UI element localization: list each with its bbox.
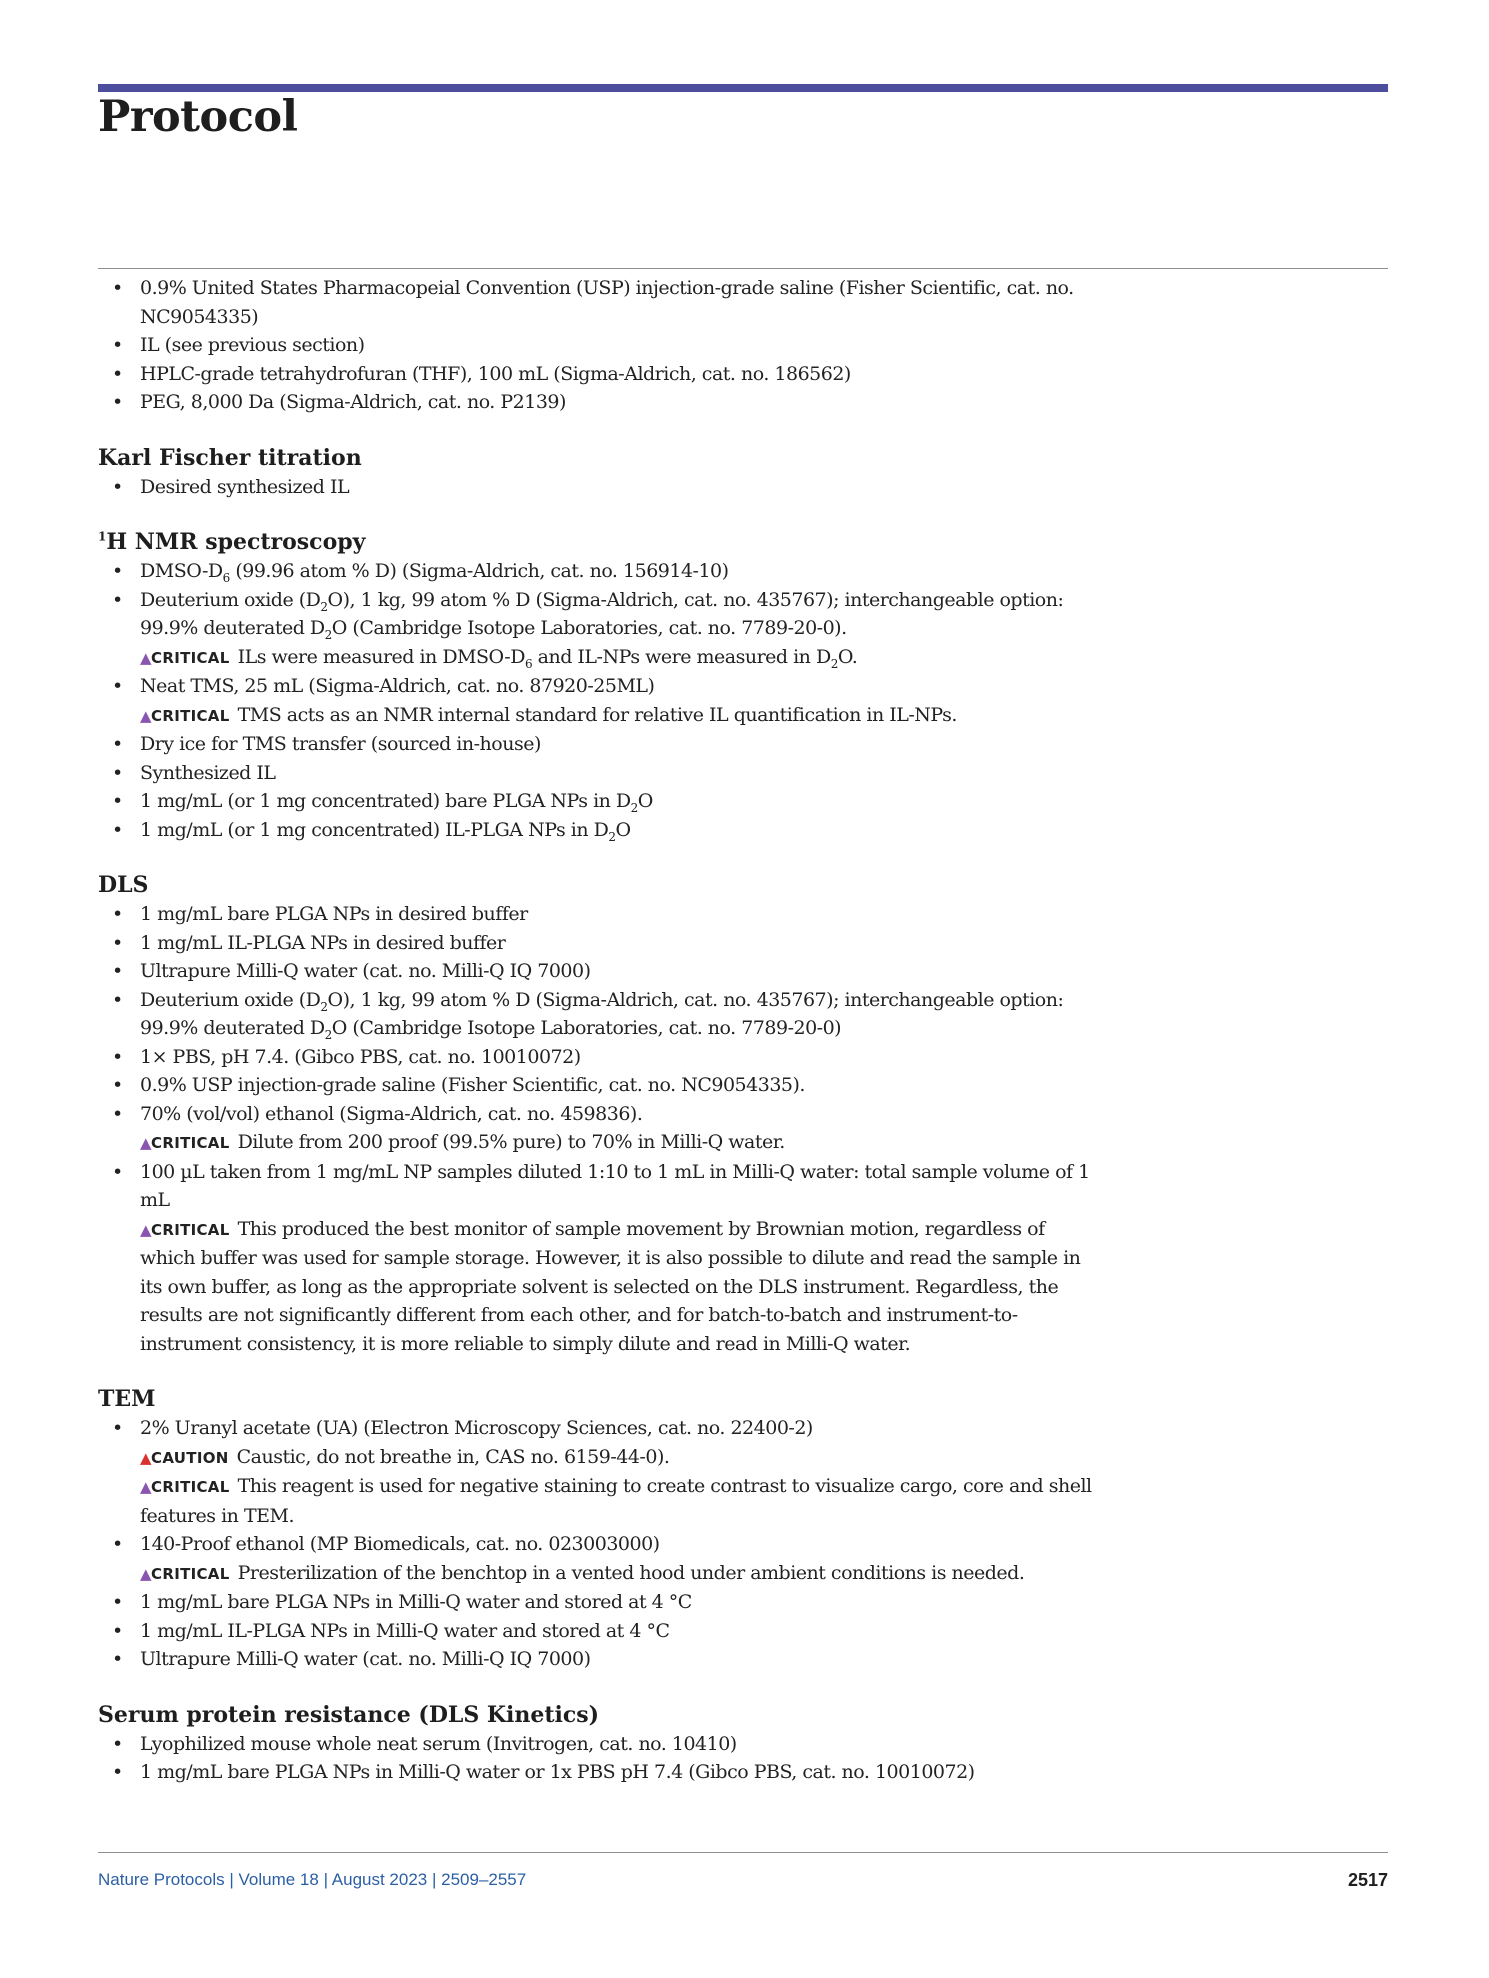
critical-note: ▲CRITICAL ILs were measured in DMSO-$D_6$ and IL-NPs were measured in $D_2O$.	[140, 645, 858, 671]
header-divider	[98, 268, 1388, 269]
critical-note: ▲CRITICAL Presterilization of the benchtop in a vented hood under ambient conditions is needed.	[140, 1561, 1025, 1584]
caution-note: ▲CAUTION Caustic, do not breathe in, CAS no. 6159-44-0).	[140, 1445, 670, 1468]
list-item: • 100 µL taken from 1 mg/mL NP samples diluted 1:10 to 1 mL in Milli-Q water: total sample volume of 1 mL ▲CRITICAL This produced the best monitor of sample movement by Brownian motion, regardless of which buffer was used for sample storage. However, it is also possible to dilute and read the sample in its own buffer, as long as the appropriate solvent is selected on the DLS instrument. Regardless, the results are not significantly different from each other, and for batch-to-batch and instrument-to-instrument consistency, it is more reliable to simply dilute and read in Milli-Q water.	[98, 1158, 1098, 1359]
list-item: • DMSO-$D_6$ (99.96 atom % D) (Sigma-Aldrich, cat. no. 156914-10)	[112, 560, 729, 585]
warning-triangle-icon: ▲	[140, 648, 152, 667]
list-item: • 1 mg/mL (or 1 mg concentrated) IL-PLGA NPs in $D_2O$	[112, 818, 631, 844]
journal-name: Nature Protocols	[98, 1870, 225, 1889]
list-item: • Lyophilized mouse whole neat serum (Invitrogen, cat. no. 10410)	[112, 1732, 737, 1755]
warning-triangle-icon: ▲	[140, 1478, 152, 1496]
list-item: • Deuterium oxide $(D_2O)$, 1 kg, 99 atom % D (Sigma-Aldrich, cat. no. 435767); interchangeable option: 99.9% deuterated $D_2O$ (Cambridge Isotope Laboratories, cat. no. 7789-20-0)	[112, 988, 1064, 1042]
section-heading: DLS	[98, 872, 149, 898]
footer-citation: Nature Protocols | Volume 18 | August 2023 | 2509–2557	[98, 1870, 527, 1889]
list-item: • 1 mg/mL IL-PLGA NPs in Milli-Q water and stored at 4 °C	[112, 1619, 670, 1642]
page-title: Protocol	[98, 92, 298, 142]
list-item: • Neat TMS, 25 mL (Sigma-Aldrich, cat. no. 87920-25ML) ▲CRITICAL TMS acts as an NMR internal standard for relative IL quantification in IL-NPs.	[98, 672, 1098, 730]
reagents-continued-section	[98, 274, 1098, 417]
warning-triangle-icon: ▲	[140, 1220, 152, 1239]
list-item: • Ultrapure Milli-Q water (cat. no. Milli-Q IQ 7000)	[112, 1648, 591, 1670]
karl-fischer-section	[98, 443, 1098, 502]
tem-section	[98, 1384, 1098, 1674]
list-item: • Synthesized IL	[112, 761, 276, 784]
section-heading: Karl Fischer titration	[98, 444, 362, 471]
critical-note: ▲CRITICAL This produced the best monitor of sample movement by Brownian motion, regardless of which buffer was used for sample storage. However, it is also possible to dilute and read the sample in its own buffer, as long as the appropriate solvent is selected on the DLS instrument. Regardless, the results are not significantly different from each other, and for batch-to-batch and instrument-to-instrument consistency, it is more reliable to simply dilute and read in Milli-Q water.	[140, 1217, 1081, 1355]
page-number: 2517	[1347, 1870, 1388, 1890]
list-item: • PEG, 8,000 Da (Sigma-Aldrich, cat. no. P2139)	[112, 391, 566, 413]
serum-section	[98, 1700, 1098, 1787]
dls-section	[98, 870, 1098, 1358]
list-item: • 0.9% United States Pharmacopeial Convention (USP) injection-grade saline (Fisher Scientific, cat. no. NC9054335)	[112, 277, 1074, 328]
warning-triangle-icon: ▲	[140, 1134, 152, 1152]
list-item: • HPLC-grade tetrahydrofuran (THF), 100 mL (Sigma-Aldrich, cat. no. 186562)	[112, 362, 851, 385]
list-item: • 1 mg/mL IL-PLGA NPs in desired buffer	[112, 931, 506, 954]
critical-note: ▲CRITICAL TMS acts as an NMR internal standard for relative IL quantification in IL-NPs.	[140, 703, 957, 726]
list-item: • Dry ice for TMS transfer (sourced in-house)	[112, 733, 541, 755]
list-item: • Ultrapure Milli-Q water (cat. no. Milli-Q IQ 7000)	[112, 960, 591, 982]
list-item: • 140-Proof ethanol (MP Biomedicals, cat. no. 023003000) ▲CRITICAL Presterilization of the benchtop in a vented hood under ambient conditions is needed.	[98, 1530, 1098, 1588]
list-item: • Desired synthesized IL	[112, 475, 350, 498]
warning-triangle-icon: ▲	[140, 1564, 152, 1583]
caution-triangle-icon: ▲	[140, 1448, 152, 1467]
page-range: 2509–2557	[441, 1870, 527, 1889]
header-accent-bar	[98, 84, 1388, 92]
list-item: • IL (see previous section)	[112, 334, 365, 356]
critical-note: ▲CRITICAL Dilute from 200 proof (99.5% pure) to 70% in Milli-Q water.	[140, 1131, 785, 1153]
issue-date: August 2023	[331, 1870, 428, 1889]
list-item: • 1 mg/mL bare PLGA NPs in Milli-Q water or 1x PBS pH 7.4 (Gibco PBS, cat. no. 10010072)	[112, 1761, 975, 1783]
document-body	[98, 274, 1098, 1813]
section-heading: $^1$H NMR spectroscopy	[98, 529, 366, 555]
list-item: • 1 mg/mL bare PLGA NPs in Milli-Q water and stored at 4 °C	[112, 1591, 692, 1613]
volume: Volume 18	[238, 1870, 319, 1889]
list-item: • 1 mg/mL bare PLGA NPs in desired buffer	[112, 903, 528, 925]
list-item: • Deuterium oxide $(D_2O)$, 1 kg, 99 atom % D (Sigma-Aldrich, cat. no. 435767); interchangeable option: 99.9% deuterated $D_2O$ (Cambridge Isotope Laboratories, cat. no. 7789-20-0). ▲CRITICAL ILs were measured in DMSO-$D_6$ and IL-NPs were measured in $D_2O$.	[98, 586, 1098, 673]
section-heading: Serum protein resistance (DLS Kinetics)	[98, 1701, 600, 1728]
list-item: • 2% Uranyl acetate (UA) (Electron Microscopy Sciences, cat. no. 22400-2) ▲CAUTION Caustic, do not breathe in, CAS no. 6159-44-0). ▲CRITICAL This reagent is used for negative staining to create contrast to visualize cargo, core and shell features in TEM.	[98, 1414, 1098, 1530]
footer-divider	[98, 1852, 1388, 1853]
list-item: • 0.9% USP injection-grade saline (Fisher Scientific, cat. no. NC9054335).	[112, 1074, 805, 1096]
critical-note: ▲CRITICAL This reagent is used for negative staining to create contrast to visualize cargo, core and shell features in TEM.	[140, 1475, 1092, 1527]
nmr-section	[98, 527, 1098, 844]
list-item: • 1 mg/mL (or 1 mg concentrated) bare PLGA NPs in $D_2O$	[112, 790, 653, 815]
section-heading: TEM	[98, 1386, 156, 1412]
list-item: • 70% (vol/vol) ethanol (Sigma-Aldrich, cat. no. 459836). ▲CRITICAL Dilute from 200 proof (99.5% pure) to 70% in Milli-Q water.	[98, 1100, 1098, 1158]
warning-triangle-icon: ▲	[140, 706, 152, 725]
list-item: • 1× PBS, pH 7.4. (Gibco PBS, cat. no. 10010072)	[112, 1045, 581, 1068]
